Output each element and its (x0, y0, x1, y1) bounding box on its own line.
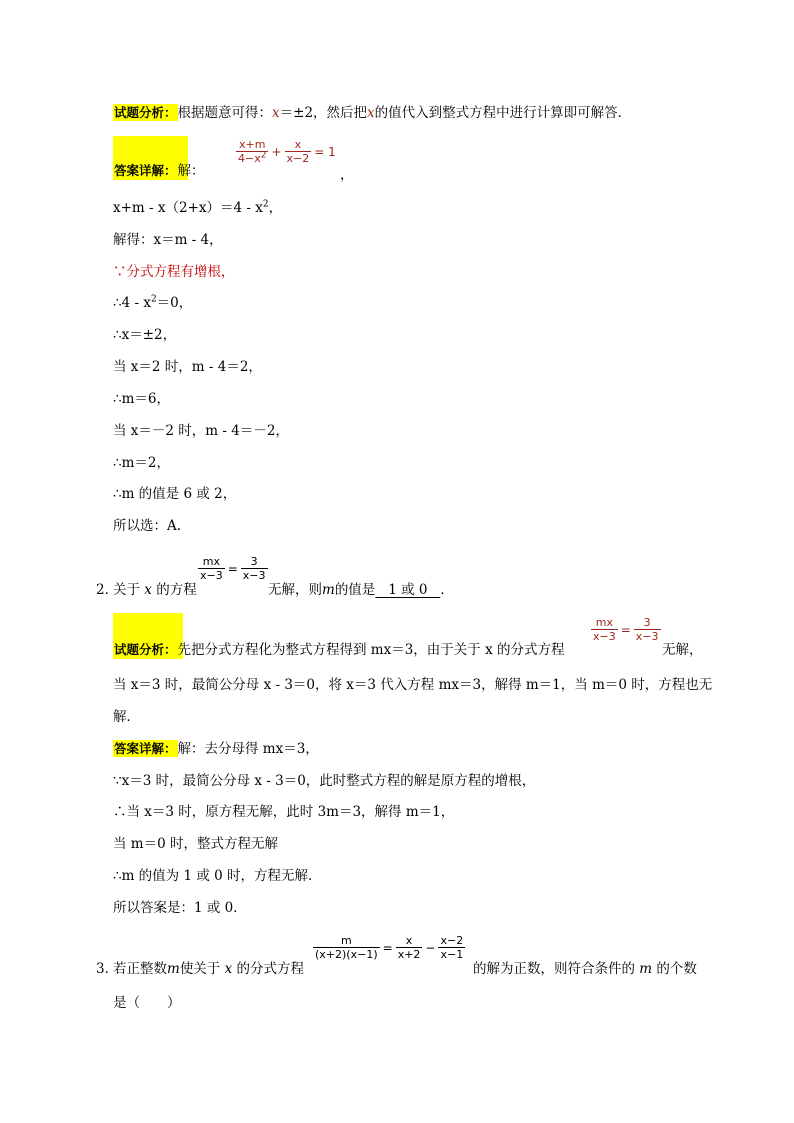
stem-text: 的分式方程 (236, 961, 305, 977)
var-m: m (167, 961, 180, 977)
equation-rhs: = 1 (314, 144, 336, 159)
q2-answer-line (113, 740, 319, 758)
fraction (198, 555, 225, 582)
q2-step: 所以答案是：1 或 0． (113, 900, 247, 916)
stem-text: 若正整数 (113, 961, 167, 977)
fraction (438, 934, 465, 961)
q1-step: 当 x＝2 时，m - 4＝2， (113, 359, 262, 375)
denominator: x−3 (635, 630, 659, 643)
q2-stem (113, 581, 197, 599)
denominator (236, 152, 268, 165)
denominator: x+2 (397, 948, 421, 961)
numerator: x−2 (440, 934, 464, 947)
answer-label: 答案详解： (114, 163, 177, 178)
q1-step: ∴x＝±2， (113, 327, 177, 343)
numerator: 3 (634, 616, 661, 630)
q3-stem-tail (473, 960, 697, 978)
exponent: 2 (262, 199, 269, 210)
q2-step: 当 m＝0 时，整式方程无解 (113, 836, 278, 852)
q3-equation (313, 934, 465, 961)
q1-equation (236, 138, 339, 165)
q1-answer-line (113, 162, 205, 180)
q1-step: ∴m 的值是 6 或 2， (113, 486, 237, 502)
q2-step: ∴m 的值为 1 或 0 时，方程无解． (113, 868, 322, 884)
fraction (236, 138, 268, 165)
q3-stem-line2: 是（ ） (113, 995, 181, 1011)
numerator: 3 (241, 555, 268, 569)
numerator: mx (591, 616, 618, 630)
q1-step: ∴m＝2， (113, 455, 170, 471)
equals-sign: = (227, 561, 238, 576)
equals-sign: = (382, 940, 393, 955)
numerator: m (313, 934, 380, 948)
stem-text: 无解，则 (268, 582, 322, 598)
q1-step (113, 294, 192, 312)
denominator: (x+2)(x−1) (315, 948, 378, 961)
comma: ， (340, 167, 354, 183)
fraction (634, 616, 661, 643)
denominator: x−3 (242, 569, 266, 582)
step-text: x+m - x（2+x）＝4 - x (113, 200, 263, 216)
numerator: mx (198, 555, 225, 569)
q1-step (113, 199, 282, 217)
numerator: x+m (236, 138, 268, 152)
analysis-text-c: 的值代入到整式方程中进行计算即可解答． (374, 105, 632, 121)
denominator: x−3 (200, 569, 223, 582)
stem-text: 的值是 (334, 582, 376, 598)
stem-text: ． (440, 582, 454, 598)
fraction (396, 934, 423, 961)
q1-step: 所以选：A. (113, 518, 182, 534)
q2-step: ∴当 x＝3 时，原方程无解，此时 3m＝3，解得 m＝1， (113, 804, 455, 820)
q1-step: ∴m＝6， (113, 391, 170, 407)
q1-step: 解得：x＝m - 4， (113, 232, 223, 248)
q3-stem (113, 960, 304, 978)
var-m: m (639, 961, 653, 977)
exponent: 2 (260, 150, 267, 161)
plus-sign: + (271, 144, 282, 159)
stem-text: 使关于 (179, 961, 221, 977)
q2-step: ∵x＝3 时，最简公分母 x - 3＝0，此时整式方程的解是原方程的增根， (113, 773, 536, 789)
q2-stem-tail (268, 581, 454, 599)
minus-sign: − (425, 940, 436, 955)
equals-sign: = (620, 622, 631, 637)
denominator: x−1 (440, 948, 464, 961)
denominator: x−2 (286, 152, 310, 165)
numerator: x (285, 138, 312, 152)
question-number: 2． (96, 582, 119, 598)
fraction (285, 138, 312, 165)
q2-analysis-line (113, 641, 565, 659)
analysis-label: 试题分析： (114, 105, 177, 120)
answer-label: 答案详解： (114, 741, 177, 756)
exponent: 2 (150, 294, 157, 305)
step-text: ∴4 - x (113, 295, 151, 311)
stem-text: 关于 (113, 582, 140, 598)
var-x: x (367, 105, 375, 121)
analysis-text-b: ＝±2，然后把 (279, 105, 368, 121)
answer-blank-text: 1 或 0 (388, 582, 428, 598)
var-x: x (272, 105, 280, 121)
step-comma: ， (268, 200, 283, 216)
stem-text: 的个数 (656, 961, 697, 977)
q2-analysis-equation (591, 616, 661, 643)
analysis-text-a: 根据题意可得： (177, 105, 273, 121)
denominator: x−3 (593, 630, 616, 643)
q1-step: ∵分式方程有增根， (113, 264, 235, 280)
numerator: x (396, 934, 423, 948)
stem-text: 的方程 (156, 582, 197, 598)
fraction (241, 555, 268, 582)
denominator-text: 4−x (238, 152, 261, 165)
q2-equation (198, 555, 268, 582)
var-m: m (322, 582, 335, 598)
analysis-text: 解． (113, 709, 140, 725)
analysis-text: 无解， (662, 642, 703, 658)
answer-jie: 解： (177, 163, 205, 179)
fraction (313, 934, 380, 961)
q1-step: 当 x＝－2 时，m - 4＝－2， (113, 423, 289, 439)
step-tail: ＝0， (156, 295, 193, 311)
var-x: x (224, 961, 233, 977)
answer-text: 解：去分母得 mx＝3， (177, 741, 319, 757)
answer-blank (375, 582, 440, 598)
fraction (591, 616, 618, 643)
analysis-label: 试题分析： (114, 642, 177, 657)
analysis-text: 先把分式方程化为整式方程得到 mx＝3，由于关于 x 的分式方程 (177, 642, 565, 658)
q1-analysis-line (113, 104, 631, 122)
stem-text: 的解为正数，则符合条件的 (473, 961, 635, 977)
var-x: x (144, 582, 152, 598)
analysis-text: 当 x＝3 时，最简公分母 x - 3＝0，将 x＝3 代入方程 mx＝3，解得 m＝1，当 m＝0 时，方程也无 (113, 677, 713, 693)
question-number: 3． (96, 961, 119, 977)
